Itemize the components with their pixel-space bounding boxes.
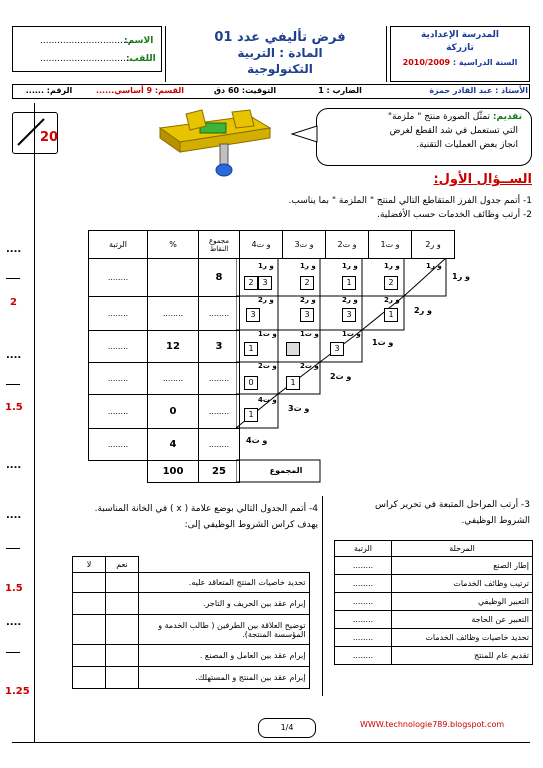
r5c5-value: 1 — [244, 408, 258, 422]
matrix-header-pct: % — [148, 231, 199, 259]
r2c5-value: 3 — [246, 308, 260, 322]
school-year: 2010/2009 — [402, 58, 451, 67]
matrix-header-ft1: و ت1 — [369, 231, 412, 259]
exam-title: فرض تأليفي عدد 01 — [214, 30, 346, 45]
r1c1-value: 2 — [384, 276, 398, 290]
matrix-staircase — [236, 258, 476, 490]
r1c4-value: 3 — [258, 276, 272, 290]
r3c5-value: 1 — [244, 342, 258, 356]
row6-pct: 4 — [148, 429, 199, 461]
r4c4-value: 1 — [286, 376, 300, 390]
school-year-line — [392, 58, 528, 67]
q3-col-stage: المرحلة — [392, 541, 533, 557]
q1-item1: 1- أتمم جدول الفرز المتقاطع التالي لمنتج " الملزمة " بما يناسب. — [288, 196, 532, 206]
q4-no-5[interactable] — [73, 667, 106, 689]
q3-stage-6: تقديم عام للمنتج — [392, 647, 533, 665]
r1c5-label: و ر1 — [258, 262, 274, 270]
score-total: 20 — [40, 130, 59, 145]
q3-rank-5[interactable]: ........ — [335, 629, 392, 647]
row4-rank[interactable]: ........ — [89, 363, 148, 395]
school-year-label: السنة الدراسية : — [452, 58, 518, 67]
r4c4-label: و ت2 — [300, 362, 319, 370]
q4-yes-2[interactable] — [106, 593, 139, 615]
website-link[interactable]: WWW.technologie789.blogspot.com — [360, 720, 505, 729]
row3-pct: 12 — [148, 331, 199, 363]
q4-item-3: توضيح العلاقة بين الطرفين ( طالب الخدمة و المؤسسة المنتجة). — [139, 615, 310, 645]
q4-col-no: لا — [73, 557, 106, 573]
r5c5-label: و ت4 — [258, 396, 277, 404]
r1c4-label: و ر1 — [300, 262, 316, 270]
q3-stage-1: إطار الصنع — [392, 557, 533, 575]
q4-yes-4[interactable] — [106, 645, 139, 667]
school-name: المدرسة الإعدادية — [421, 30, 499, 40]
q4-title-line1: 4- أتمم الجدول التالي بوضع علامة ( x ) في الخانة المناسبة. — [94, 504, 318, 514]
r3c3-label: و ت1 — [342, 330, 361, 338]
coef-label: الضارب : 1 — [318, 86, 362, 95]
r4c5-value: 0 — [244, 376, 258, 390]
matrix-header-ft2: و ت2 — [326, 231, 369, 259]
row6-rank[interactable]: ........ — [89, 429, 148, 461]
r2c3-label: و ر2 — [342, 296, 358, 304]
name-label: الاسم: — [124, 36, 154, 46]
row-label-fp2: و ر2 — [414, 306, 432, 315]
r2c4-label: و ر2 — [300, 296, 316, 304]
margin-dots-1: .... — [6, 244, 22, 255]
footer-line — [12, 742, 530, 743]
row-label-ft1: و ت1 — [372, 338, 394, 347]
intro-text1: تمثّل الصورة منتج " ملزمة" — [387, 112, 491, 122]
vise-image — [150, 108, 290, 178]
r2c3-value: 3 — [342, 308, 356, 322]
row3-sum: 3 — [199, 331, 240, 363]
duration-label: التوقيت: 60 دق — [213, 86, 277, 95]
q3-rank-2[interactable]: ........ — [335, 575, 392, 593]
q3-title-line1: 3- أرتب المراحل المتبعة في تحرير كراس — [375, 500, 530, 510]
r1c5-value: 2 — [244, 276, 258, 290]
q3-rank-4[interactable]: ........ — [335, 611, 392, 629]
q3-q4-divider — [322, 496, 323, 696]
row-label-ft2: و ت2 — [330, 372, 352, 381]
q4-yes-5[interactable] — [106, 667, 139, 689]
q4-item-4: إبرام عقد بين العامل و المصنع . — [139, 645, 310, 667]
row5-rank[interactable]: ........ — [89, 395, 148, 429]
q3-stage-4: التعبير عن الحاجة — [392, 611, 533, 629]
q1-title: الســؤال الأول: — [433, 172, 532, 187]
r3c4-label: و ت1 — [300, 330, 319, 338]
matrix-summary — [88, 258, 240, 483]
r2c2-label: و ر2 — [384, 296, 400, 304]
row1-rank[interactable]: ........ — [89, 259, 148, 297]
q3-rank-3[interactable]: ........ — [335, 593, 392, 611]
matrix-header-ft3: و ت3 — [283, 231, 326, 259]
q4-title-line2: يهدف كراس الشروط الوظيفي إلى: — [184, 520, 318, 530]
total-sum: 25 — [199, 461, 240, 483]
q4-yes-3[interactable] — [106, 615, 139, 645]
r2c2-value: 1 — [384, 308, 398, 322]
matrix-table — [88, 230, 455, 259]
row5-sum[interactable]: ........ — [199, 395, 240, 429]
margin-dots-4: .... — [6, 510, 22, 521]
teacher-label: الأستاذ : عبد القادر حمزة — [429, 86, 528, 95]
r3c5-label: و ت1 — [258, 330, 277, 338]
q3-rank-1[interactable]: ........ — [335, 557, 392, 575]
total-pct: 100 — [148, 461, 199, 483]
q3-title-line2: الشروط الوظيفي. — [461, 516, 530, 526]
r3c4-value[interactable] — [286, 342, 300, 356]
r2c5-label: و ر2 — [258, 296, 274, 304]
margin-score-2: 2 — [10, 297, 17, 308]
r1c2-label: و ر1 — [384, 262, 400, 270]
margin-dots-5: .... — [6, 617, 22, 628]
subject-line2: التكنولوجية — [247, 62, 313, 76]
header-name-box — [12, 26, 162, 72]
row2-sum[interactable]: ........ — [199, 297, 240, 331]
margin-dots-3: .... — [6, 460, 22, 471]
q4-item-1: تحديد خاصيات المنتج المتعاقد عليه. — [139, 573, 310, 593]
q4-no-2[interactable] — [73, 593, 106, 615]
q4-no-4[interactable] — [73, 645, 106, 667]
r2c4-value: 3 — [300, 308, 314, 322]
row1-sum: 8 — [199, 259, 240, 297]
subject-line1: المادة : التربية — [237, 46, 323, 60]
name-dots[interactable]: ................................ — [40, 36, 132, 46]
q4-yes-1[interactable] — [106, 573, 139, 593]
r1c3-label: و ر1 — [342, 262, 358, 270]
row2-pct[interactable]: ........ — [148, 297, 199, 331]
row4-sum[interactable]: ........ — [199, 363, 240, 395]
matrix-header-ft4: و ت4 — [240, 231, 283, 259]
margin-dash-4 — [6, 652, 20, 653]
row1-pct[interactable] — [148, 259, 199, 297]
margin-dots-2: .... — [6, 350, 22, 361]
margin-dash-2 — [6, 384, 20, 385]
intro-line2: التي تستعمل في شد القطع لغرض — [389, 126, 518, 136]
q3-stage-3: التعبير الوظيفي — [392, 593, 533, 611]
margin-dash-1 — [6, 278, 20, 279]
margin-score-1-5a: 1.5 — [5, 402, 23, 413]
row5-pct: 0 — [148, 395, 199, 429]
row-label-ft3: و ت3 — [288, 404, 310, 413]
r1c2-value: 1 — [342, 276, 356, 290]
row4-pct[interactable]: ........ — [148, 363, 199, 395]
q3-rank-6[interactable]: ........ — [335, 647, 392, 665]
margin-dash-3 — [6, 548, 20, 549]
matrix-header-fp2: و ر2 — [412, 231, 455, 259]
q4-item-5: إبرام عقد بين المنتج و المستهلك. — [139, 667, 310, 689]
margin-score-1-5b: 1.5 — [5, 583, 23, 594]
q4-item-2: إبرام عقد بين الحريف و التاجر. — [139, 593, 310, 615]
row-label-ft4: و ت4 — [246, 436, 268, 445]
q3-table — [334, 540, 533, 665]
q3-col-rank: الرتبة — [335, 541, 392, 557]
r1c1-label: و ر1 — [426, 262, 442, 270]
page-number: 1/4 — [258, 718, 316, 738]
row3-rank[interactable]: ........ — [89, 331, 148, 363]
intro-label: تقديم: — [492, 112, 522, 122]
surname-dots[interactable]: ................................ — [40, 54, 132, 64]
callout-arrow — [290, 124, 318, 144]
matrix-header-rank: الرتبة — [89, 231, 148, 259]
r1c3-value: 2 — [300, 276, 314, 290]
matrix-header-sum: مجموع النقاط — [199, 231, 240, 259]
intro-line3: انجاز بعض العمليات التقنية. — [416, 140, 518, 150]
matrix-total-label: المجموع — [269, 466, 303, 475]
q1-item2: 2- أرتب وظائف الخدمات حسب الأفضلية. — [377, 210, 532, 220]
q4-no-3[interactable] — [73, 615, 106, 645]
r4c5-label: و ت2 — [258, 362, 277, 370]
number-label: الرقم: ...... — [25, 86, 73, 95]
q3-stage-5: تحديد خاصيات وظائف الخدمات — [392, 629, 533, 647]
row2-rank[interactable]: ........ — [89, 297, 148, 331]
class-label: القسم: 9 أساسي...... — [95, 86, 185, 95]
row-label-fp1: و ر1 — [452, 272, 470, 281]
row6-sum[interactable]: ........ — [199, 429, 240, 461]
r3c3-value: 3 — [330, 342, 344, 356]
intro-line1 — [322, 112, 522, 122]
margin-line — [34, 103, 35, 743]
surname-label: اللقب: — [126, 54, 156, 64]
q3-stage-2: ترتيب وظائف الخدمات — [392, 575, 533, 593]
q4-no-1[interactable] — [73, 573, 106, 593]
q4-col-yes: نعم — [106, 557, 139, 573]
q4-table — [72, 556, 310, 689]
margin-score-1-25: 1.25 — [5, 686, 30, 697]
school-city: تازركة — [446, 43, 474, 53]
